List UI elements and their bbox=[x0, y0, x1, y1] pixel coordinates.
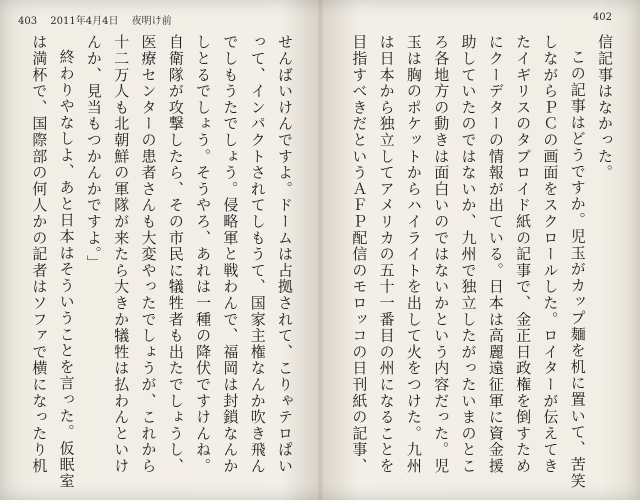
right-page-header bbox=[593, 12, 622, 23]
right-paragraph-1: 信記事はなかった。 bbox=[596, 34, 614, 181]
right-page bbox=[320, 0, 640, 500]
running-header-date: 2011年4月4日 bbox=[50, 16, 119, 27]
left-page-number: 403 bbox=[18, 16, 38, 27]
left-paragraph-1: せんばいけんですよ。ドームは占拠されて、こりゃテロぱいって、インパクトされてしもうて、国家主権なんか吹き飛んでしもうたでしょう。侵略軍と戦わんで、福岡は封鎖なんかしとるでしょう。そうやろ、あれは一種の降伏ですけんね。自衛隊が攻撃したら、その市民に犠牲者も出たでしょうし、医療センターの患者さんも大変やったでしょうが、これから十二万人も北朝鮮の軍隊が来たら大きか犠牲は払わんといけんか、見当もつかんかですよ。」 bbox=[84, 34, 294, 475]
left-paragraph-2: 終わりやなしよ、あと日本はそういうことを言った。仮眠室は満杯で、国際部の何人かの記者はソファで横になったり机 bbox=[30, 34, 76, 490]
left-page-header bbox=[18, 12, 182, 27]
left-page-body bbox=[22, 34, 298, 490]
right-paragraph-2: この記事はどうですか。児玉がカップ麺を机に置いて、苦笑しながらＰＣの画面をスクロールした。ロイターが伝えてきたイギリスのタブロイド紙の記事で、金正日政権を倒すためにクーデターの情報が出ている。日本は高麗遠征軍に資金援助していたのではないか、九州で独立したがったいまのところ各地方の動きは面白いのではないかという内容だった。児玉は胸のポケットからハイライトを出して火をつけた。九州は日本から独立してアメリカの五十一番目の州になることを目指すべきだというＡＦＰ配信のモロッコの日刊紙の記事、 bbox=[350, 34, 587, 490]
running-header-chapter: 夜明け前 bbox=[131, 16, 172, 27]
right-page-number: 402 bbox=[592, 12, 612, 23]
right-page-body bbox=[342, 34, 618, 490]
